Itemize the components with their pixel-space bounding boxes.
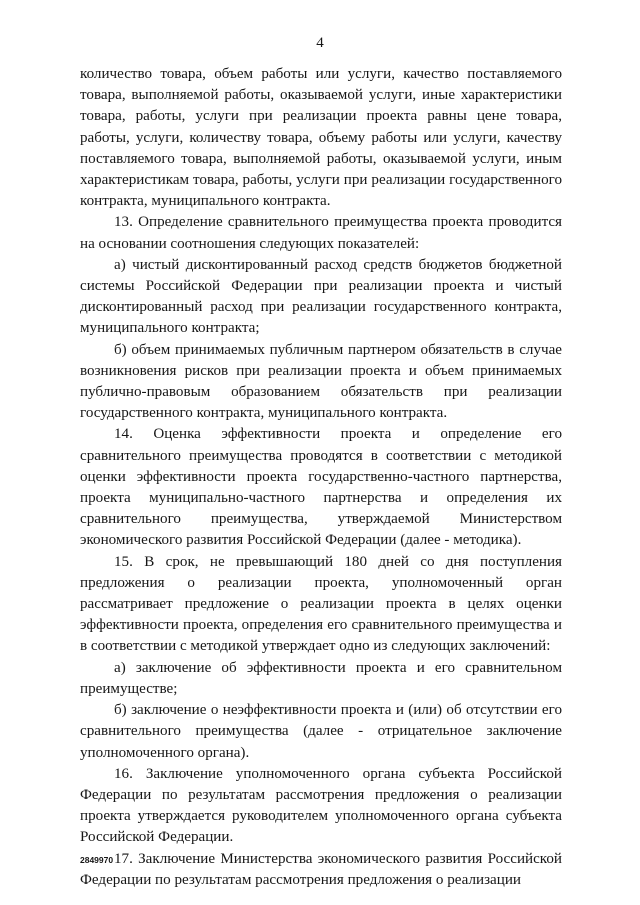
paragraph-16: 16. Заключение уполномоченного органа субъекта Российской Федерации по результатам рассмотрения предложения о реализации проекта утверждается руководителем уполномоченного органа субъекта Российской Федерации. <box>80 765 562 846</box>
paragraph-15-a: а) заключение об эффективности проекта и его сравнительном преимуществе; <box>80 659 562 697</box>
paragraph-17: 17. Заключение Министерства экономического развития Российской Федерации по результатам рассмотрения предложения о реализации <box>80 850 562 888</box>
paragraph-15: 15. В срок, не превышающий 180 дней со дня поступления предложения о реализации проекта, уполномоченный орган рассматривает предложение о реализации проекта в целях оценки эффективности проекта, определения его сравнительного преимущества и в соответствии с методикой утверждает одно из следующих заключений: <box>80 553 562 655</box>
paragraph-15-b: б) заключение о неэффективности проекта и (или) об отсутствии его сравнительного преимущества (далее - отрицательное заключение уполномоченного органа). <box>80 702 562 761</box>
page-number: 4 <box>316 35 324 51</box>
paragraph-13: 13. Определение сравнительного преимущества проекта проводится на основании соотношения следующих показателей: <box>80 214 562 252</box>
paragraph-13-a: а) чистый дисконтированный расход средств бюджетов бюджетной системы Российской Федерации при реализации проекта и чистый дисконтированный расход при реализации государственного контракта, муниципального контракта; <box>80 256 562 337</box>
paragraph-continuation: количество товара, объем работы или услуги, качество поставляемого товара, выполняемой работы, оказываемой услуги, иные характеристики товара, работы, услуги при реализации проекта равны цене товара, работы, услуги, количеству товара, объему работы или услуги, качеству поставляемого товара, выполняемой работы, оказываемой услуги, иным характеристикам товара, работы, услуги при реализации государственного контракта, муниципального контракта. <box>80 66 562 210</box>
paragraph-13-b: б) объем принимаемых публичным партнером обязательств в случае возникновения рисков при реализации проекта и объем принимаемых публично-правовым образованием обязательств при реализации государственного контракта, муниципального контракта. <box>80 341 562 422</box>
document-body <box>80 64 562 891</box>
paragraph-14: 14. Оценка эффективности проекта и определение его сравнительного преимущества проводятся в соответствии с методикой оценки эффективности проекта государственно-частного партнерства, проекта муниципально-частного партнерства и определения их сравнительного преимущества, утверждаемой Министерством экономического развития Российской Федерации (далее - методика). <box>80 426 562 549</box>
document-code: 2849970 <box>80 855 114 865</box>
